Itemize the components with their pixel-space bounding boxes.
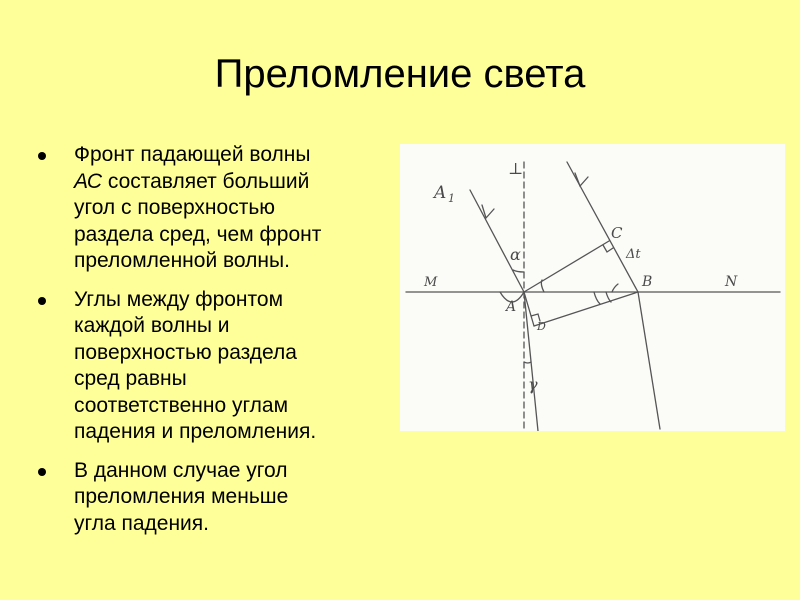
- bullet-line: Углы между фронтом: [74, 287, 284, 311]
- bullet-line: преломленной волны.: [74, 249, 290, 272]
- bullet-line: Фронт падающей волны: [74, 143, 311, 166]
- label-dt: Δt: [626, 247, 641, 262]
- label-c: C: [611, 224, 623, 242]
- bullet-list: [38, 142, 378, 549]
- slide-title: Преломление света: [214, 52, 586, 96]
- bullet-item: [38, 287, 378, 446]
- bullet-line: угла падения.: [74, 511, 209, 535]
- bullet-dot-icon: [38, 152, 46, 160]
- bullet-line: соответственно углам: [74, 393, 289, 417]
- bullet-line: поверхностью раздела: [74, 340, 297, 364]
- refracted-front-db: [534, 292, 638, 326]
- label-m: M: [424, 275, 438, 290]
- label-d: D: [537, 320, 546, 333]
- bullet-line: угол с поверхностью: [74, 196, 276, 219]
- bullet-line: преломления меньше: [74, 485, 289, 508]
- refraction-diagram: [400, 144, 785, 431]
- bullet-line: падения и преломления.: [74, 420, 317, 443]
- label-perp: ⊥: [508, 159, 524, 178]
- label-b: B: [642, 274, 653, 290]
- bullet-item: [38, 458, 378, 538]
- label-alpha: α: [510, 245, 521, 264]
- bullet-dot-icon: [38, 468, 46, 476]
- diagram-svg: [400, 144, 785, 431]
- bullet-line: раздела сред, чем фронт: [74, 222, 322, 246]
- label-gamma: γ: [528, 375, 538, 394]
- incident-ray-1: [470, 190, 524, 292]
- bullet-line: сред равны: [74, 367, 187, 390]
- right-angle-c: [603, 245, 613, 252]
- bullet-line: каждой волны и: [74, 314, 230, 337]
- arrow-ray-2: [575, 173, 588, 186]
- label-a: A: [506, 299, 517, 315]
- label-a1: A: [434, 183, 447, 203]
- gamma-arc: [524, 362, 531, 363]
- bullet-dot-icon: [38, 297, 46, 305]
- label-a1-sub: 1: [448, 192, 455, 205]
- angle-arc-b3: [606, 292, 611, 302]
- bullet-line: составляет больший: [102, 169, 310, 193]
- bullet-item: [38, 142, 378, 275]
- angle-arc-b2: [594, 292, 600, 304]
- incident-front-ac: [524, 241, 609, 292]
- angle-arc-ac: [541, 280, 544, 292]
- angle-arc-b1: [612, 284, 618, 292]
- bullet-line-italic: АС: [74, 169, 102, 193]
- bullet-line: В данном случае угол: [74, 458, 288, 482]
- label-n: N: [725, 274, 738, 290]
- alpha-arc: [513, 270, 524, 272]
- refracted-ray-2: [638, 292, 660, 429]
